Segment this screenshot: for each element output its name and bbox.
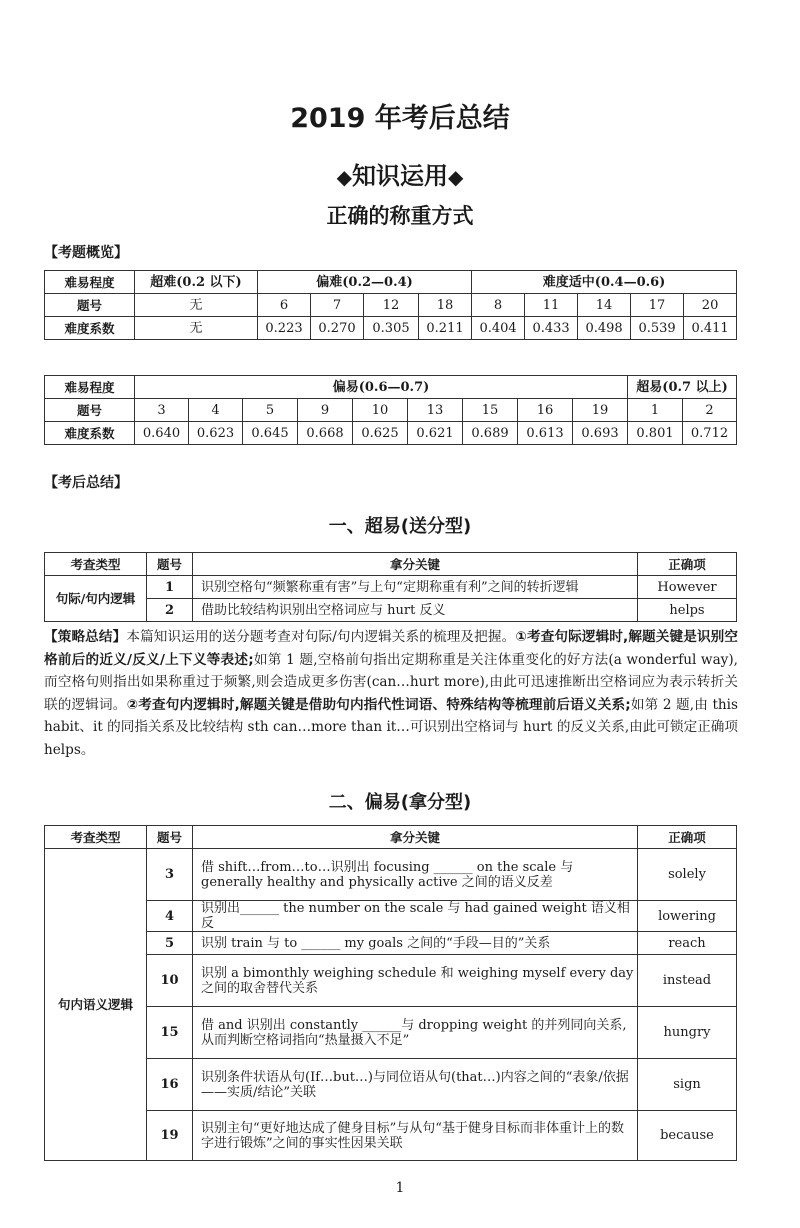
question-number: 3	[135, 399, 189, 422]
question-number: 15	[147, 1007, 193, 1059]
correct-answer: because	[638, 1111, 737, 1161]
table-cell: 无	[135, 317, 258, 340]
question-number: 19	[147, 1111, 193, 1161]
question-type: 句内语义逻辑	[45, 849, 147, 1161]
question-number: 6	[258, 294, 311, 317]
question-number: 10	[147, 955, 193, 1007]
question-number: 18	[419, 294, 472, 317]
correct-answer: lowering	[638, 901, 737, 932]
question-number: 4	[189, 399, 243, 422]
scoring-key: 借 shift…from…to…识别出 focusing ______ on the scale 与 generally healthy and physically active 之间的语义反差	[193, 849, 638, 901]
table-header-row	[45, 553, 737, 576]
summary-label: 【考后总结】	[44, 475, 128, 491]
section-2-title: 二、偏易(拿分型)	[328, 792, 472, 813]
question-number: 9	[298, 399, 353, 422]
question-number: 5	[147, 932, 193, 955]
overview-table-2	[44, 375, 737, 445]
difficulty-group: 超易(0.7 以上)	[628, 376, 737, 399]
difficulty-group: 超难(0.2 以下)	[135, 271, 258, 294]
page-number: 1	[395, 1180, 405, 1196]
difficulty-coefficient: 0.712	[683, 422, 737, 445]
column-header: 考查类型	[45, 553, 147, 576]
strategy-text: 如第 2 题,由 this habit、it 的同指关系及比较结构 sth can…more than it…可识别出空格词与 hurt 的反义关系,由此可锁定正确项 helps。	[44, 696, 739, 758]
difficulty-group: 偏易(0.6—0.7)	[135, 376, 628, 399]
question-number: 1	[147, 576, 193, 599]
difficulty-coefficient: 0.640	[135, 422, 189, 445]
scoring-key: 识别主句“更好地达成了健身目标”与从句“基于健身目标而非体重计上的数字进行锻炼”之间的事实性因果关联	[193, 1111, 638, 1161]
scoring-key: 借助比较结构识别出空格词应与 hurt 反义	[193, 599, 638, 622]
correct-answer: solely	[638, 849, 737, 901]
difficulty-coefficient: 0.223	[258, 317, 311, 340]
difficulty-coefficient: 0.411	[684, 317, 737, 340]
table-row	[45, 932, 737, 955]
question-number: 2	[683, 399, 737, 422]
difficulty-coefficient: 0.623	[189, 422, 243, 445]
question-number: 4	[147, 901, 193, 932]
scoring-key: 识别空格句“频繁称重有害”与上句“定期称重有利”之间的转折逻辑	[193, 576, 638, 599]
column-header: 题号	[147, 826, 193, 849]
scoring-key: 识别 a bimonthly weighing schedule 和 weighing myself every day 之间的取舍替代关系	[193, 955, 638, 1007]
correct-answer: sign	[638, 1059, 737, 1111]
row-header: 难度系数	[45, 317, 135, 340]
table-row	[45, 1111, 737, 1161]
correct-answer: helps	[638, 599, 737, 622]
table-row	[45, 901, 737, 932]
difficulty-coefficient: 0.305	[364, 317, 419, 340]
table-row	[45, 399, 737, 422]
scoring-key: 识别出______ the number on the scale 与 had gained weight 语义相反	[193, 901, 638, 932]
section-1-title: 一、超易(送分型)	[328, 516, 472, 537]
table-row	[45, 1007, 737, 1059]
scoring-key: 借 and 识别出 constantly ______与 dropping weight 的并列同向关系,从而判断空格词指向“热量摄入不足”	[193, 1007, 638, 1059]
table-row	[45, 422, 737, 445]
difficulty-coefficient: 0.621	[408, 422, 463, 445]
table-cell: 无	[135, 294, 258, 317]
row-header: 难易程度	[45, 376, 135, 399]
question-number: 3	[147, 849, 193, 901]
question-number: 13	[408, 399, 463, 422]
table-row	[45, 849, 737, 901]
row-header: 难度系数	[45, 422, 135, 445]
table-row	[45, 271, 737, 294]
table-row	[45, 599, 737, 622]
strategy-emphasis: ②考查句内逻辑时,解题关键是借助句内指代性词语、特殊结构等梳理前后语义关系;	[126, 696, 631, 713]
difficulty-coefficient: 0.613	[518, 422, 573, 445]
column-header: 拿分关键	[193, 553, 638, 576]
row-header: 难易程度	[45, 271, 135, 294]
table-row	[45, 576, 737, 599]
table-row	[45, 376, 737, 399]
diamond-icon: ◆	[336, 165, 352, 189]
row-header: 题号	[45, 294, 135, 317]
section-2-table	[44, 825, 737, 1161]
overview-table-1	[44, 270, 737, 340]
question-number: 2	[147, 599, 193, 622]
question-type: 句际/句内逻辑	[45, 576, 147, 622]
difficulty-coefficient: 0.668	[298, 422, 353, 445]
difficulty-group: 难度适中(0.4—0.6)	[472, 271, 737, 294]
question-number: 11	[525, 294, 578, 317]
difficulty-coefficient: 0.270	[311, 317, 364, 340]
correct-answer: reach	[638, 932, 737, 955]
scoring-key: 识别条件状语从句(If…but…)与同位语从句(that…)内容之间的“表象/依据——实质/结论”关联	[193, 1059, 638, 1111]
topic-title: 正确的称重方式	[326, 204, 474, 228]
correct-answer: hungry	[638, 1007, 737, 1059]
question-number: 16	[518, 399, 573, 422]
strategy-label: 【策略总结】	[44, 629, 127, 645]
correct-answer: instead	[638, 955, 737, 1007]
correct-answer: However	[638, 576, 737, 599]
scoring-key: 识别 train 与 to ______ my goals 之间的“手段—目的”关系	[193, 932, 638, 955]
difficulty-coefficient: 0.404	[472, 317, 525, 340]
column-header: 正确项	[638, 553, 737, 576]
difficulty-coefficient: 0.539	[631, 317, 684, 340]
strategy-text: 如第 1 题,空格前句指出定期称重是关注体重变化的好方法(a wonderful way),而空格句则指出如果称重过于频繁,则会造成更多伤害(can…hurt more),由此可迅速推断出空格词应为表示转折关联的逻辑词。	[44, 651, 738, 713]
column-header: 正确项	[638, 826, 737, 849]
difficulty-coefficient: 0.433	[525, 317, 578, 340]
question-number: 8	[472, 294, 525, 317]
difficulty-coefficient: 0.498	[578, 317, 631, 340]
overview-label: 【考题概览】	[44, 245, 128, 261]
question-number: 17	[631, 294, 684, 317]
question-number: 19	[573, 399, 628, 422]
table-row	[45, 1059, 737, 1111]
question-number: 15	[463, 399, 518, 422]
question-number: 10	[353, 399, 408, 422]
question-number: 16	[147, 1059, 193, 1111]
diamond-icon: ◆	[448, 165, 464, 189]
difficulty-coefficient: 0.801	[628, 422, 683, 445]
column-header: 考查类型	[45, 826, 147, 849]
column-header: 拿分关键	[193, 826, 638, 849]
section-heading-text: 知识运用	[352, 162, 448, 190]
page-title: 2019 年考后总结	[290, 103, 510, 134]
table-header-row	[45, 826, 737, 849]
row-header: 题号	[45, 399, 135, 422]
question-number: 7	[311, 294, 364, 317]
question-number: 1	[628, 399, 683, 422]
strategy-summary	[44, 626, 738, 761]
question-number: 14	[578, 294, 631, 317]
question-number: 12	[364, 294, 419, 317]
difficulty-coefficient: 0.211	[419, 317, 472, 340]
question-number: 5	[243, 399, 298, 422]
table-row	[45, 955, 737, 1007]
table-row	[45, 294, 737, 317]
section-heading	[0, 156, 800, 191]
difficulty-coefficient: 0.645	[243, 422, 298, 445]
strategy-emphasis: ①考查句际逻辑时,解题关键是识别空格前后的近义/反义/上下义等表述;	[44, 629, 738, 668]
difficulty-coefficient: 0.689	[463, 422, 518, 445]
question-number: 20	[684, 294, 737, 317]
difficulty-coefficient: 0.625	[353, 422, 408, 445]
difficulty-coefficient: 0.693	[573, 422, 628, 445]
difficulty-group: 偏难(0.2—0.4)	[258, 271, 472, 294]
section-1-table	[44, 552, 737, 622]
strategy-text: 本篇知识运用的送分题考查对句际/句内逻辑关系的梳理及把握。	[126, 629, 516, 645]
table-row	[45, 317, 737, 340]
column-header: 题号	[147, 553, 193, 576]
